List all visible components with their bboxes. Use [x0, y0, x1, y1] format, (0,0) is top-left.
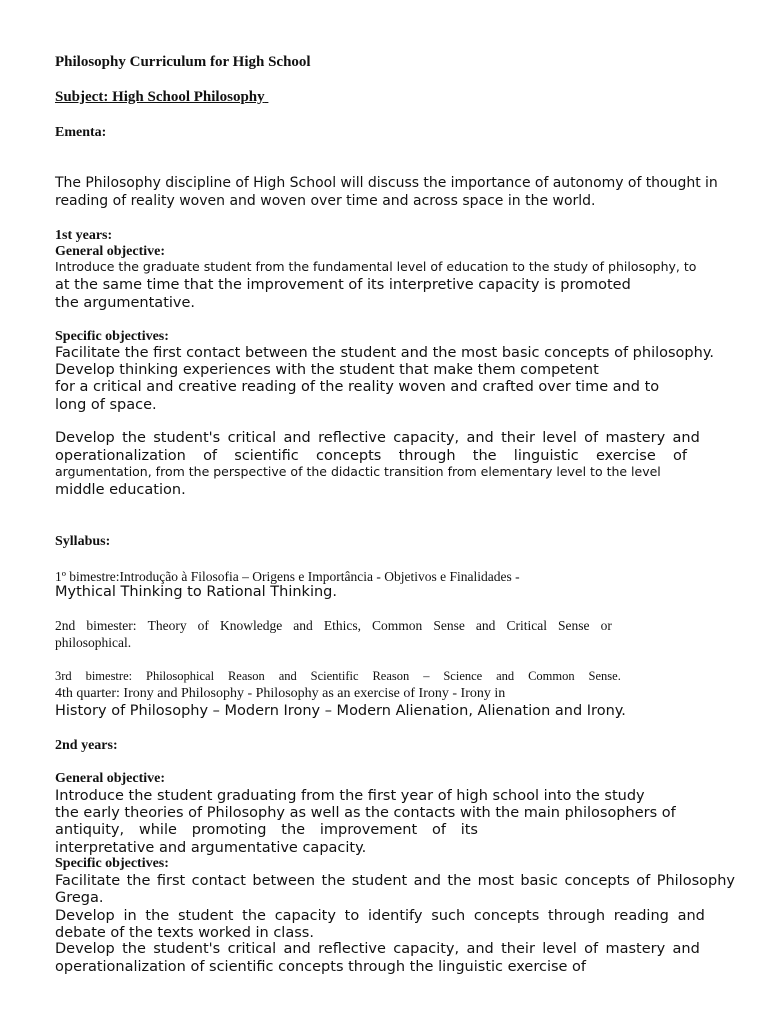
second-specific-line-2: Grega.	[55, 890, 104, 906]
intro-text-1: The Philosophy discipline of High School will discuss the importance of autonomy of thought in	[55, 175, 718, 191]
second-general-line-1: Introduce the student graduating from the first year of high school into the study	[55, 788, 645, 804]
first-specific-line-3: for a critical and creative reading of the reality woven and crafted over time and to	[55, 379, 660, 395]
first-general-label: General objective:	[55, 244, 166, 259]
first-general-line-3: the argumentative.	[55, 295, 196, 311]
first-specific-label: Specific objectives:	[55, 329, 169, 344]
develop-line-2	[55, 448, 687, 465]
document-title: Philosophy Curriculum for High School	[55, 54, 311, 70]
second-general-line-3	[55, 822, 478, 839]
syllabus-bimester-3-text: 3rd bimestre: Philosophical Reason and Scientific Reason – Science and Common Sense.	[55, 669, 621, 683]
subject-line	[55, 89, 380, 106]
syllabus-quarter-4-line-2: History of Philosophy – Modern Irony – Modern Alienation, Alienation and Irony.	[55, 703, 626, 719]
second-specific-line-6: operationalization of scientific concepts through the linguistic exercise of	[55, 959, 587, 975]
second-specific-label: Specific objectives:	[55, 856, 169, 871]
syllabus-bimester-2-line-2: philosophical.	[55, 635, 132, 650]
syllabus-bimester-2-line-1	[55, 618, 612, 634]
syllabus-bimester-1-line-2: Mythical Thinking to Rational Thinking.	[55, 584, 337, 600]
first-specific-line-2: Develop thinking experiences with the student that make them competent	[55, 362, 599, 378]
develop-text-1: Develop the student's critical and reflective capacity, and their level of mastery and	[55, 430, 700, 446]
develop-line-4: middle education.	[55, 482, 186, 498]
syllabus-bimester-2-text-1: 2nd bimester: Theory of Knowledge and Ethics, Common Sense and Critical Sense or	[55, 618, 612, 633]
syllabus-heading: Syllabus:	[55, 534, 111, 549]
second-specific-text-1: Facilitate the first contact between the student and the most basic concepts of Philosophy	[55, 873, 735, 889]
second-general-line-2: the early theories of Philosophy as well as the contacts with the main philosophers of	[55, 805, 676, 821]
develop-line-1	[55, 430, 700, 447]
develop-text-2: operationalization of scientific concepts through the linguistic exercise of	[55, 448, 687, 464]
ementa-label: Ementa:	[55, 125, 107, 140]
second-specific-text-5: Develop the student's critical and reflective capacity, and their level of mastery and	[55, 941, 700, 957]
second-specific-line-5	[55, 941, 700, 958]
second-years-heading: 2nd years:	[55, 738, 118, 753]
intro-line-1	[55, 175, 718, 191]
subject-heading: Subject: High School Philosophy	[55, 89, 265, 105]
intro-line-2: reading of reality woven and woven over time and across space in the world.	[55, 193, 596, 209]
first-general-line-2: at the same time that the improvement of its interpretive capacity is promoted	[55, 277, 631, 293]
first-general-line-1: Introduce the graduate student from the fundamental level of education to the study of philosophy, to	[55, 259, 697, 274]
second-specific-line-4: debate of the texts worked in class.	[55, 925, 314, 941]
second-specific-line-3	[55, 908, 705, 925]
second-specific-line-1	[55, 873, 735, 890]
second-general-label: General objective:	[55, 771, 166, 786]
second-specific-text-3: Develop in the student the capacity to identify such concepts through reading and	[55, 908, 705, 924]
syllabus-quarter-4-line-1: 4th quarter: Irony and Philosophy - Philosophy as an exercise of Irony - Irony in	[55, 686, 506, 701]
syllabus-bimester-3	[55, 669, 621, 683]
second-general-line-4: interpretative and argumentative capacity.	[55, 840, 367, 856]
first-years-heading: 1st years:	[55, 228, 113, 243]
first-specific-line-1: Facilitate the first contact between the student and the most basic concepts of philosophy.	[55, 345, 714, 361]
second-general-text-3: antiquity, while promoting the improvement of its	[55, 822, 478, 838]
subject-underline	[265, 89, 380, 106]
develop-line-3: argumentation, from the perspective of the didactic transition from elementary level to the level	[55, 464, 661, 479]
first-specific-line-4: long of space.	[55, 397, 157, 413]
syllabus-bimester-1-line-1: 1º bimestre:Introdução à Filosofia – Origens e Importância - Objetivos e Finalidades -	[55, 569, 520, 584]
